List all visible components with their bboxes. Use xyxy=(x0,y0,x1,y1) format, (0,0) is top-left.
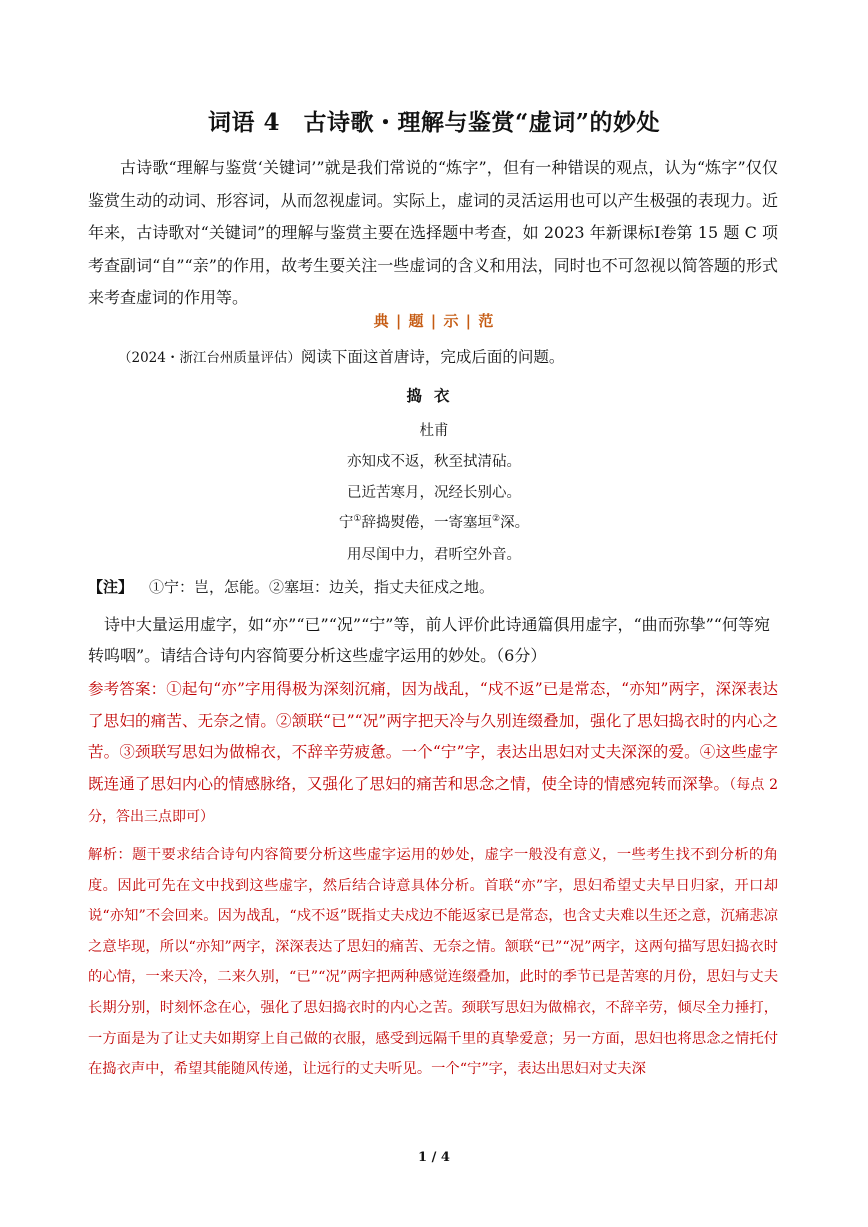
question-source-line xyxy=(118,345,564,367)
poem-line-part: 深。 xyxy=(500,515,530,531)
answer-label: 参考答案： xyxy=(88,680,167,698)
scoring-note: （每点 2 分，答出三点即可） xyxy=(88,776,778,825)
footnote-marker: ① xyxy=(353,514,362,525)
footnote-marker: ② xyxy=(492,514,501,525)
poem-line xyxy=(0,511,868,532)
analysis-paragraph xyxy=(88,840,778,1085)
poem-line: 亦知戍不返，秋至拭清砧。 xyxy=(347,454,521,470)
question-text: 诗中大量运用虚字，如“亦”“已”“况”“宁”等，前人评价此诗通篇俱用虚字，“曲而弥挚”“何等宛转呜咽”。请结合诗句内容简要分析这些虚字运用的妙处。（6分） xyxy=(88,615,770,665)
poem-notes xyxy=(88,576,494,597)
poem-line: 用尽闺中力，君听空外音。 xyxy=(347,547,521,563)
page-title: 词语 4 古诗歌・理解与鉴赏“虚词”的妙处 xyxy=(208,109,660,136)
poem-line-part: 辞捣熨倦，一寄塞垣 xyxy=(361,515,492,531)
source-citation: （2024・浙江台州质量评估） xyxy=(118,350,301,366)
poem-line-part: 宁 xyxy=(338,515,354,531)
poem-title: 捣衣 xyxy=(406,386,462,405)
section-heading: 典 | 题 | 示 | 范 xyxy=(373,312,495,330)
source-instruction: 阅读下面这首唐诗，完成后面的问题。 xyxy=(300,348,565,366)
poem-author: 杜甫 xyxy=(419,423,449,439)
answer-text: ①起句“亦”字用得极为深刻沉痛，因为战乱，“戍不返”已是常态，“亦知”两字，深深表达了思妇的痛苦、无奈之情。②颔联“已”“况”两字把天冷与久别连缀叠加，强化了思妇捣衣时的内心之苦。③颈联写思妇为做棉衣，不辞辛劳疲惫。一个“宁”字，表达出思妇对丈夫深深的爱。④这些虚字既连通了思妇内心的情感脉络，又强化了思妇的痛苦和思念之情，使全诗的情感宛转而深挚。 xyxy=(88,680,778,793)
analysis-label: 解析： xyxy=(88,847,133,863)
analysis-text: 题干要求结合诗句内容简要分析这些虚字运用的妙处，虚字一般没有意义，一些考生找不到分析的角度。因此可先在文中找到这些虚字，然后结合诗意具体分析。首联“亦”字，思妇希望丈夫早日归家，开口却说“亦知”不会回来。因为战乱，“戍不返”既指丈夫戍边不能返家已是常态，也含丈夫难以生还之意，沉痛悲凉之意毕现，所以“亦知”两字，深深表达了思妇的痛苦、无奈之情。颔联“已”“况”两字，这两句描写思妇捣衣时的心情，一来天冷，二来久别，“已”“况”两字把两种感觉连缀叠加，此时的季节已是苦寒的月份，思妇与丈夫长期分别，时刻怀念在心，强化了思妇捣衣时的内心之苦。颈联写思妇为做棉衣，不辞辛劳，倾尽全力捶打，一方面是为了让丈夫如期穿上自己做的衣服，感受到远隔千里的真挚爱意；另一方面，思妇也将思念之情托付在捣衣声中，希望其能随风传递，让远行的丈夫听见。一个“宁”字，表达出思妇对丈夫深 xyxy=(88,847,779,1078)
note-label: 【注】 xyxy=(88,578,134,596)
intro-paragraph: 古诗歌“理解与鉴赏‘关键词’”就是我们常说的“炼字”，但有一种错误的观点，认为“炼字”仅仅鉴赏生动的动词、形容词，从而忽视虚词。实际上，虚词的灵活运用也可以产生极强的表现力。近年来，古诗歌对“关键词”的理解与鉴赏主要在选择题中考查，如 2023 年新课标Ⅰ卷第 15 题 C 项考查副词“自”“亲”的作用，故考生要关注一些虚词的含义和用法，同时也不可忽视以简答题的形式来考查虚词的作用等。 xyxy=(88,158,778,307)
page-number: 1 / 4 xyxy=(418,1150,450,1165)
poem-line: 已近苦寒月，况经长别心。 xyxy=(347,485,521,501)
reference-answer xyxy=(88,674,778,834)
note-text: ①宁：岂，怎能。②塞垣：边关，指丈夫征戍之地。 xyxy=(149,578,495,596)
